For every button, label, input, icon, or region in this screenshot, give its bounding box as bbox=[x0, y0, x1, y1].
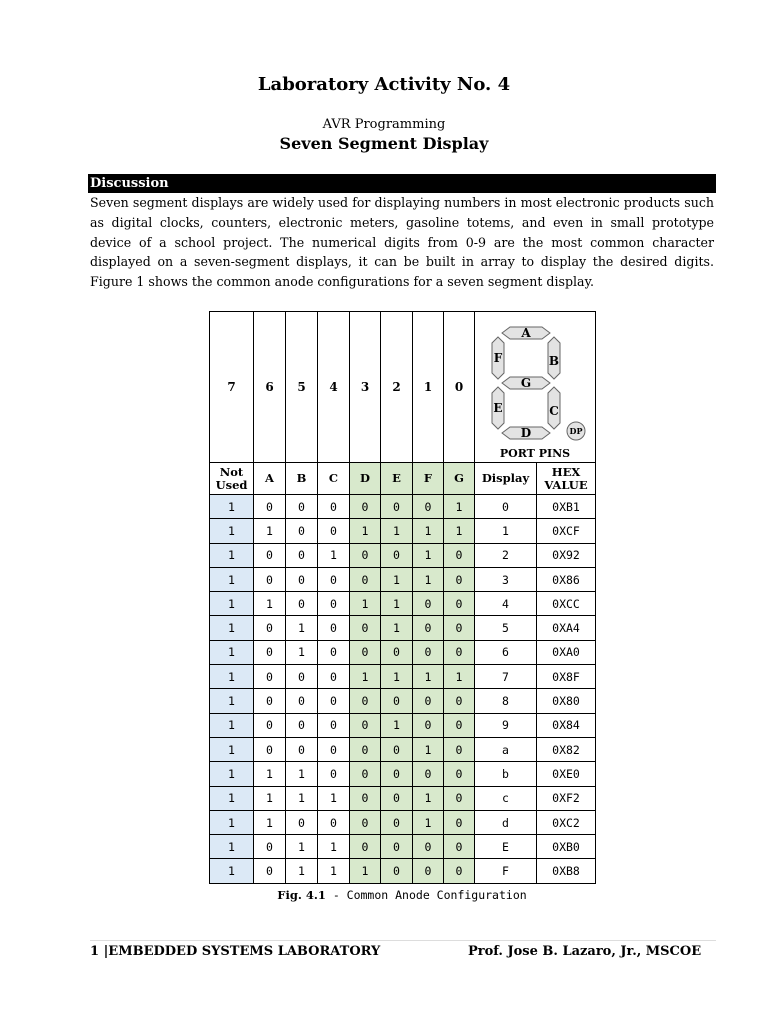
bit-cell: 0 bbox=[350, 762, 381, 786]
bit-cell: 1 bbox=[254, 592, 286, 616]
table-row bbox=[210, 640, 596, 664]
discussion-body: Seven segment displays are widely used for displaying numbers in most electronic products such as digital clocks, counters, electronic meters, gasoline totems, and even in small prototype device of a school project. The numerical digits from 0-9 are the most common character displayed on a seven-segment displays, it can be built in array to display the desired digits. Figure 1 shows the common anode configurations for a seven segment display. bbox=[90, 195, 714, 290]
not-used-header: Not Used bbox=[210, 463, 254, 495]
bit-cell: 0 bbox=[286, 567, 318, 591]
segment-header: G bbox=[444, 463, 475, 495]
bit-cell: 0 bbox=[350, 567, 381, 591]
bit-cell: 1 bbox=[254, 786, 286, 810]
segment-header-row bbox=[210, 463, 596, 495]
table-row bbox=[210, 762, 596, 786]
bit-cell: 1 bbox=[413, 737, 444, 761]
hex-cell: 0XA0 bbox=[537, 640, 596, 664]
bit-cell: 1 bbox=[413, 786, 444, 810]
bit-cell: 1 bbox=[286, 640, 318, 664]
bit-cell: 0 bbox=[350, 835, 381, 859]
display-cell: 8 bbox=[475, 689, 537, 713]
bit-cell: 0 bbox=[381, 859, 413, 883]
bit-cell: 1 bbox=[350, 665, 381, 689]
bit-cell: 0 bbox=[413, 640, 444, 664]
bit-cell: 1 bbox=[381, 567, 413, 591]
subtitle: AVR Programming bbox=[322, 117, 446, 132]
bit-cell: 0 bbox=[254, 543, 286, 567]
bit-cell: 1 bbox=[210, 592, 254, 616]
bit-cell: 0 bbox=[444, 689, 475, 713]
figure-label: Fig. 4.1 bbox=[277, 888, 326, 902]
bit-cell: 1 bbox=[210, 786, 254, 810]
hex-cell: 0XF2 bbox=[537, 786, 596, 810]
hex-cell: 0X92 bbox=[537, 543, 596, 567]
bit-cell: 1 bbox=[210, 737, 254, 761]
bit-cell: 0 bbox=[318, 762, 350, 786]
segment-label: B bbox=[548, 354, 560, 368]
table-row bbox=[210, 543, 596, 567]
bit-cell: 0 bbox=[444, 762, 475, 786]
bit-cell: 0 bbox=[318, 713, 350, 737]
bit-cell: 0 bbox=[318, 689, 350, 713]
bit-cell: 1 bbox=[286, 859, 318, 883]
footer-right: Prof. Jose B. Lazaro, Jr., MSCOE bbox=[468, 944, 702, 959]
segment-header: C bbox=[318, 463, 350, 495]
bit-cell: 1 bbox=[413, 665, 444, 689]
bit-cell: 0 bbox=[318, 567, 350, 591]
hex-cell: 0XB1 bbox=[537, 495, 596, 519]
bit-cell: 1 bbox=[210, 689, 254, 713]
bit-header: 7 bbox=[210, 312, 254, 463]
table-row bbox=[210, 786, 596, 810]
display-cell: 0 bbox=[475, 495, 537, 519]
bit-cell: 0 bbox=[350, 713, 381, 737]
display-cell: c bbox=[475, 786, 537, 810]
bit-cell: 0 bbox=[318, 592, 350, 616]
bit-cell: 1 bbox=[210, 762, 254, 786]
display-cell: 5 bbox=[475, 616, 537, 640]
table-row bbox=[210, 519, 596, 543]
seven-segment-table bbox=[209, 311, 596, 884]
display-cell: b bbox=[475, 762, 537, 786]
bit-cell: 0 bbox=[413, 592, 444, 616]
bit-cell: 0 bbox=[286, 810, 318, 834]
bit-cell: 0 bbox=[381, 543, 413, 567]
seven-segment-diagram bbox=[480, 325, 590, 447]
bit-cell: 0 bbox=[350, 640, 381, 664]
segment-label: DP bbox=[569, 426, 583, 436]
hex-cell: 0X86 bbox=[537, 567, 596, 591]
bit-cell: 1 bbox=[413, 567, 444, 591]
bit-cell: 0 bbox=[413, 859, 444, 883]
hex-cell: 0X80 bbox=[537, 689, 596, 713]
bit-cell: 0 bbox=[381, 810, 413, 834]
bit-header: 2 bbox=[381, 312, 413, 463]
segment-header: D bbox=[350, 463, 381, 495]
bit-cell: 1 bbox=[318, 543, 350, 567]
bit-cell: 1 bbox=[381, 616, 413, 640]
hex-cell: 0XC2 bbox=[537, 810, 596, 834]
bit-cell: 1 bbox=[210, 567, 254, 591]
bit-cell: 0 bbox=[286, 495, 318, 519]
bit-cell: 1 bbox=[210, 543, 254, 567]
bit-cell: 0 bbox=[444, 810, 475, 834]
bit-header-row bbox=[210, 312, 596, 463]
table-row bbox=[210, 592, 596, 616]
bit-cell: 0 bbox=[413, 835, 444, 859]
table-row bbox=[210, 810, 596, 834]
discussion-header: Discussion bbox=[88, 174, 716, 193]
hex-cell: 0XB0 bbox=[537, 835, 596, 859]
display-cell: 4 bbox=[475, 592, 537, 616]
bit-cell: 0 bbox=[413, 713, 444, 737]
bit-cell: 1 bbox=[350, 592, 381, 616]
table-row bbox=[210, 495, 596, 519]
section-heading: Seven Segment Display bbox=[279, 134, 489, 153]
bit-cell: 0 bbox=[318, 640, 350, 664]
bit-cell: 0 bbox=[286, 519, 318, 543]
bit-cell: 0 bbox=[286, 592, 318, 616]
bit-cell: 0 bbox=[381, 786, 413, 810]
bit-cell: 0 bbox=[286, 665, 318, 689]
bit-cell: 0 bbox=[286, 737, 318, 761]
segment-label: C bbox=[549, 404, 559, 418]
bit-cell: 1 bbox=[210, 495, 254, 519]
bit-cell: 0 bbox=[381, 835, 413, 859]
bit-header: 0 bbox=[444, 312, 475, 463]
bit-cell: 0 bbox=[350, 689, 381, 713]
footer-divider bbox=[90, 940, 716, 941]
segment-label: D bbox=[520, 426, 532, 440]
segment-label: A bbox=[521, 326, 531, 340]
bit-cell: 0 bbox=[318, 519, 350, 543]
bit-cell: 0 bbox=[444, 859, 475, 883]
hex-cell: 0XA4 bbox=[537, 616, 596, 640]
bit-cell: 1 bbox=[413, 519, 444, 543]
bit-cell: 1 bbox=[381, 592, 413, 616]
bit-cell: 1 bbox=[286, 786, 318, 810]
table-row bbox=[210, 616, 596, 640]
segment-header: A bbox=[254, 463, 286, 495]
table-row bbox=[210, 859, 596, 883]
bit-cell: 0 bbox=[413, 762, 444, 786]
bit-cell: 1 bbox=[254, 762, 286, 786]
bit-cell: 0 bbox=[254, 567, 286, 591]
bit-cell: 0 bbox=[286, 713, 318, 737]
hex-cell: 0X8F bbox=[537, 665, 596, 689]
display-cell: 1 bbox=[475, 519, 537, 543]
seven-segment-diagram-cell bbox=[475, 312, 596, 463]
segment-header: E bbox=[381, 463, 413, 495]
bit-cell: 1 bbox=[381, 519, 413, 543]
bit-header: 1 bbox=[413, 312, 444, 463]
bit-cell: 1 bbox=[254, 810, 286, 834]
table-row bbox=[210, 835, 596, 859]
table-row bbox=[210, 567, 596, 591]
bit-cell: 1 bbox=[210, 810, 254, 834]
display-cell: 3 bbox=[475, 567, 537, 591]
bit-cell: 0 bbox=[254, 616, 286, 640]
bit-cell: 0 bbox=[444, 737, 475, 761]
bit-cell: 1 bbox=[350, 519, 381, 543]
bit-cell: 0 bbox=[254, 665, 286, 689]
bit-cell: 1 bbox=[381, 713, 413, 737]
bit-cell: 0 bbox=[381, 495, 413, 519]
bit-cell: 0 bbox=[444, 616, 475, 640]
display-header: Display bbox=[475, 463, 537, 495]
hex-cell: 0X82 bbox=[537, 737, 596, 761]
bit-cell: 1 bbox=[318, 835, 350, 859]
footer-left: 1 |EMBEDDED SYSTEMS LABORATORY bbox=[90, 944, 381, 959]
table-row bbox=[210, 713, 596, 737]
bit-cell: 0 bbox=[318, 495, 350, 519]
bit-cell: 1 bbox=[286, 835, 318, 859]
bit-cell: 0 bbox=[381, 762, 413, 786]
bit-cell: 0 bbox=[254, 835, 286, 859]
bit-cell: 1 bbox=[444, 665, 475, 689]
bit-cell: 0 bbox=[381, 640, 413, 664]
hex-cell: 0XCC bbox=[537, 592, 596, 616]
bit-cell: 0 bbox=[444, 713, 475, 737]
bit-cell: 0 bbox=[350, 616, 381, 640]
bit-cell: 0 bbox=[350, 543, 381, 567]
bit-cell: 0 bbox=[350, 737, 381, 761]
bit-cell: 0 bbox=[444, 567, 475, 591]
bit-cell: 1 bbox=[413, 810, 444, 834]
display-cell: 2 bbox=[475, 543, 537, 567]
bit-cell: 0 bbox=[254, 737, 286, 761]
bit-cell: 1 bbox=[210, 519, 254, 543]
page-title: Laboratory Activity No. 4 bbox=[257, 74, 511, 95]
bit-cell: 0 bbox=[318, 737, 350, 761]
display-cell: 6 bbox=[475, 640, 537, 664]
segment-label: E bbox=[493, 401, 503, 415]
bit-cell: 0 bbox=[413, 689, 444, 713]
bit-cell: 0 bbox=[350, 495, 381, 519]
display-cell: 9 bbox=[475, 713, 537, 737]
hex-cell: 0X84 bbox=[537, 713, 596, 737]
bit-cell: 1 bbox=[286, 762, 318, 786]
bit-cell: 0 bbox=[350, 786, 381, 810]
hex-cell: 0XB8 bbox=[537, 859, 596, 883]
bit-cell: 0 bbox=[350, 810, 381, 834]
bit-cell: 0 bbox=[286, 543, 318, 567]
display-cell: a bbox=[475, 737, 537, 761]
bit-cell: 0 bbox=[444, 543, 475, 567]
bit-header: 3 bbox=[350, 312, 381, 463]
bit-cell: 1 bbox=[210, 713, 254, 737]
bit-cell: 0 bbox=[254, 689, 286, 713]
bit-cell: 1 bbox=[413, 543, 444, 567]
display-cell: E bbox=[475, 835, 537, 859]
figure-caption-text: - Common Anode Configuration bbox=[325, 888, 527, 902]
bit-cell: 0 bbox=[254, 495, 286, 519]
bit-cell: 0 bbox=[318, 810, 350, 834]
bit-cell: 1 bbox=[210, 665, 254, 689]
bit-cell: 0 bbox=[318, 616, 350, 640]
hex-header: HEX VALUE bbox=[537, 463, 596, 495]
bit-cell: 0 bbox=[286, 689, 318, 713]
hex-cell: 0XE0 bbox=[537, 762, 596, 786]
hex-cell: 0XCF bbox=[537, 519, 596, 543]
bit-cell: 1 bbox=[318, 859, 350, 883]
bit-cell: 1 bbox=[381, 665, 413, 689]
bit-cell: 1 bbox=[210, 859, 254, 883]
segment-label: F bbox=[493, 351, 503, 365]
bit-cell: 1 bbox=[350, 859, 381, 883]
bit-header: 5 bbox=[286, 312, 318, 463]
port-pins-label: PORT PINS bbox=[499, 447, 571, 460]
bit-cell: 0 bbox=[444, 786, 475, 810]
bit-cell: 0 bbox=[444, 592, 475, 616]
bit-cell: 0 bbox=[381, 737, 413, 761]
bit-cell: 1 bbox=[210, 835, 254, 859]
bit-cell: 0 bbox=[254, 640, 286, 664]
figure-caption bbox=[0, 888, 768, 902]
bit-cell: 1 bbox=[444, 519, 475, 543]
bit-cell: 1 bbox=[444, 495, 475, 519]
display-cell: 7 bbox=[475, 665, 537, 689]
bit-cell: 0 bbox=[444, 835, 475, 859]
bit-cell: 0 bbox=[444, 640, 475, 664]
bit-cell: 1 bbox=[210, 616, 254, 640]
bit-cell: 0 bbox=[254, 713, 286, 737]
segment-header: B bbox=[286, 463, 318, 495]
table-row bbox=[210, 737, 596, 761]
table-row bbox=[210, 689, 596, 713]
display-cell: F bbox=[475, 859, 537, 883]
bit-cell: 0 bbox=[381, 689, 413, 713]
bit-header: 6 bbox=[254, 312, 286, 463]
segment-header: F bbox=[413, 463, 444, 495]
bit-cell: 1 bbox=[254, 519, 286, 543]
display-cell: d bbox=[475, 810, 537, 834]
bit-cell: 0 bbox=[413, 616, 444, 640]
segment-label: G bbox=[520, 376, 532, 390]
bit-cell: 0 bbox=[318, 665, 350, 689]
bit-cell: 1 bbox=[210, 640, 254, 664]
table-row bbox=[210, 665, 596, 689]
bit-cell: 1 bbox=[286, 616, 318, 640]
bit-cell: 0 bbox=[413, 495, 444, 519]
bit-cell: 0 bbox=[254, 859, 286, 883]
bit-cell: 1 bbox=[318, 786, 350, 810]
bit-header: 4 bbox=[318, 312, 350, 463]
